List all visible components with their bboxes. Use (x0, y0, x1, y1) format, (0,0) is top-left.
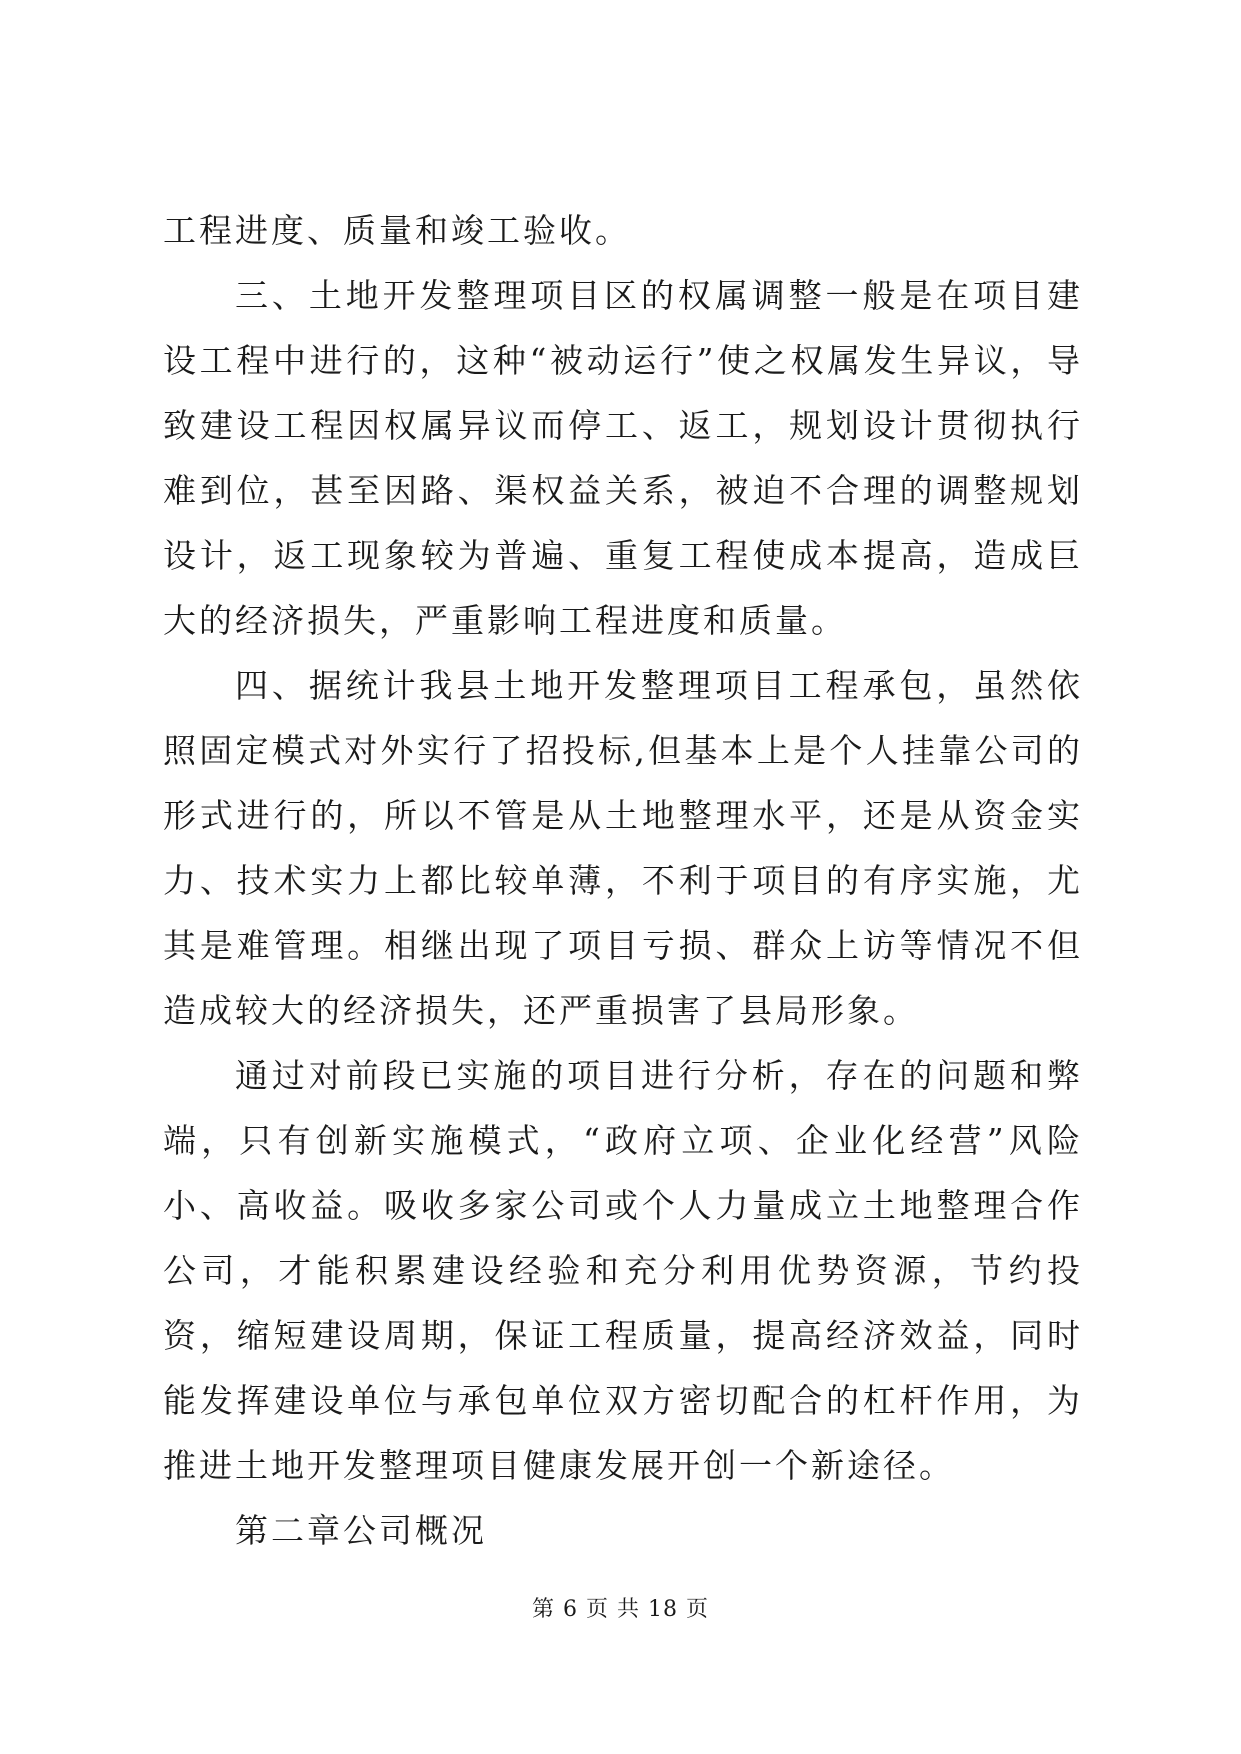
document-body (163, 198, 1083, 1563)
paragraph-section-four: 四、据统计我县土地开发整理项目工程承包，虽然依照固定模式对外实行了招投标,但基本上是个人挂靠公司的形式进行的，所以不管是从土地整理水平，还是从资金实力、技术实力上都比较单薄，不利于项目的有序实施，尤其是难管理。相继出现了项目亏损、群众上访等情况不但造成较大的经济损失，还严重损害了县局形象。 (163, 666, 1083, 1030)
paragraph-analysis: 通过对前段已实施的项目进行分析，存在的问题和弊端，只有创新实施模式，“政府立项、企业化经营”风险小、高收益。吸收多家公司或个人力量成立土地整理合作公司，才能积累建设经验和充分利用优势资源，节约投资，缩短建设周期，保证工程质量，提高经济效益，同时能发挥建设单位与承包单位双方密切配合的杠杆作用，为推进土地开发整理项目健康发展开创一个新途径。 (163, 1056, 1083, 1485)
paragraph-continuation: 工程进度、质量和竣工验收。 (163, 211, 631, 250)
chapter-heading: 第二章公司概况 (235, 1511, 487, 1550)
page-number-footer: 第 6 页 共 18 页 (532, 1597, 709, 1622)
paragraph-section-three: 三、土地开发整理项目区的权属调整一般是在项目建设工程中进行的，这种“被动运行”使之权属发生异议，导致建设工程因权属异议而停工、返工，规划设计贯彻执行难到位，甚至因路、渠权益关系，被迫不合理的调整规划设计，返工现象较为普遍、重复工程使成本提高，造成巨大的经济损失，严重影响工程进度和质量。 (163, 276, 1083, 640)
